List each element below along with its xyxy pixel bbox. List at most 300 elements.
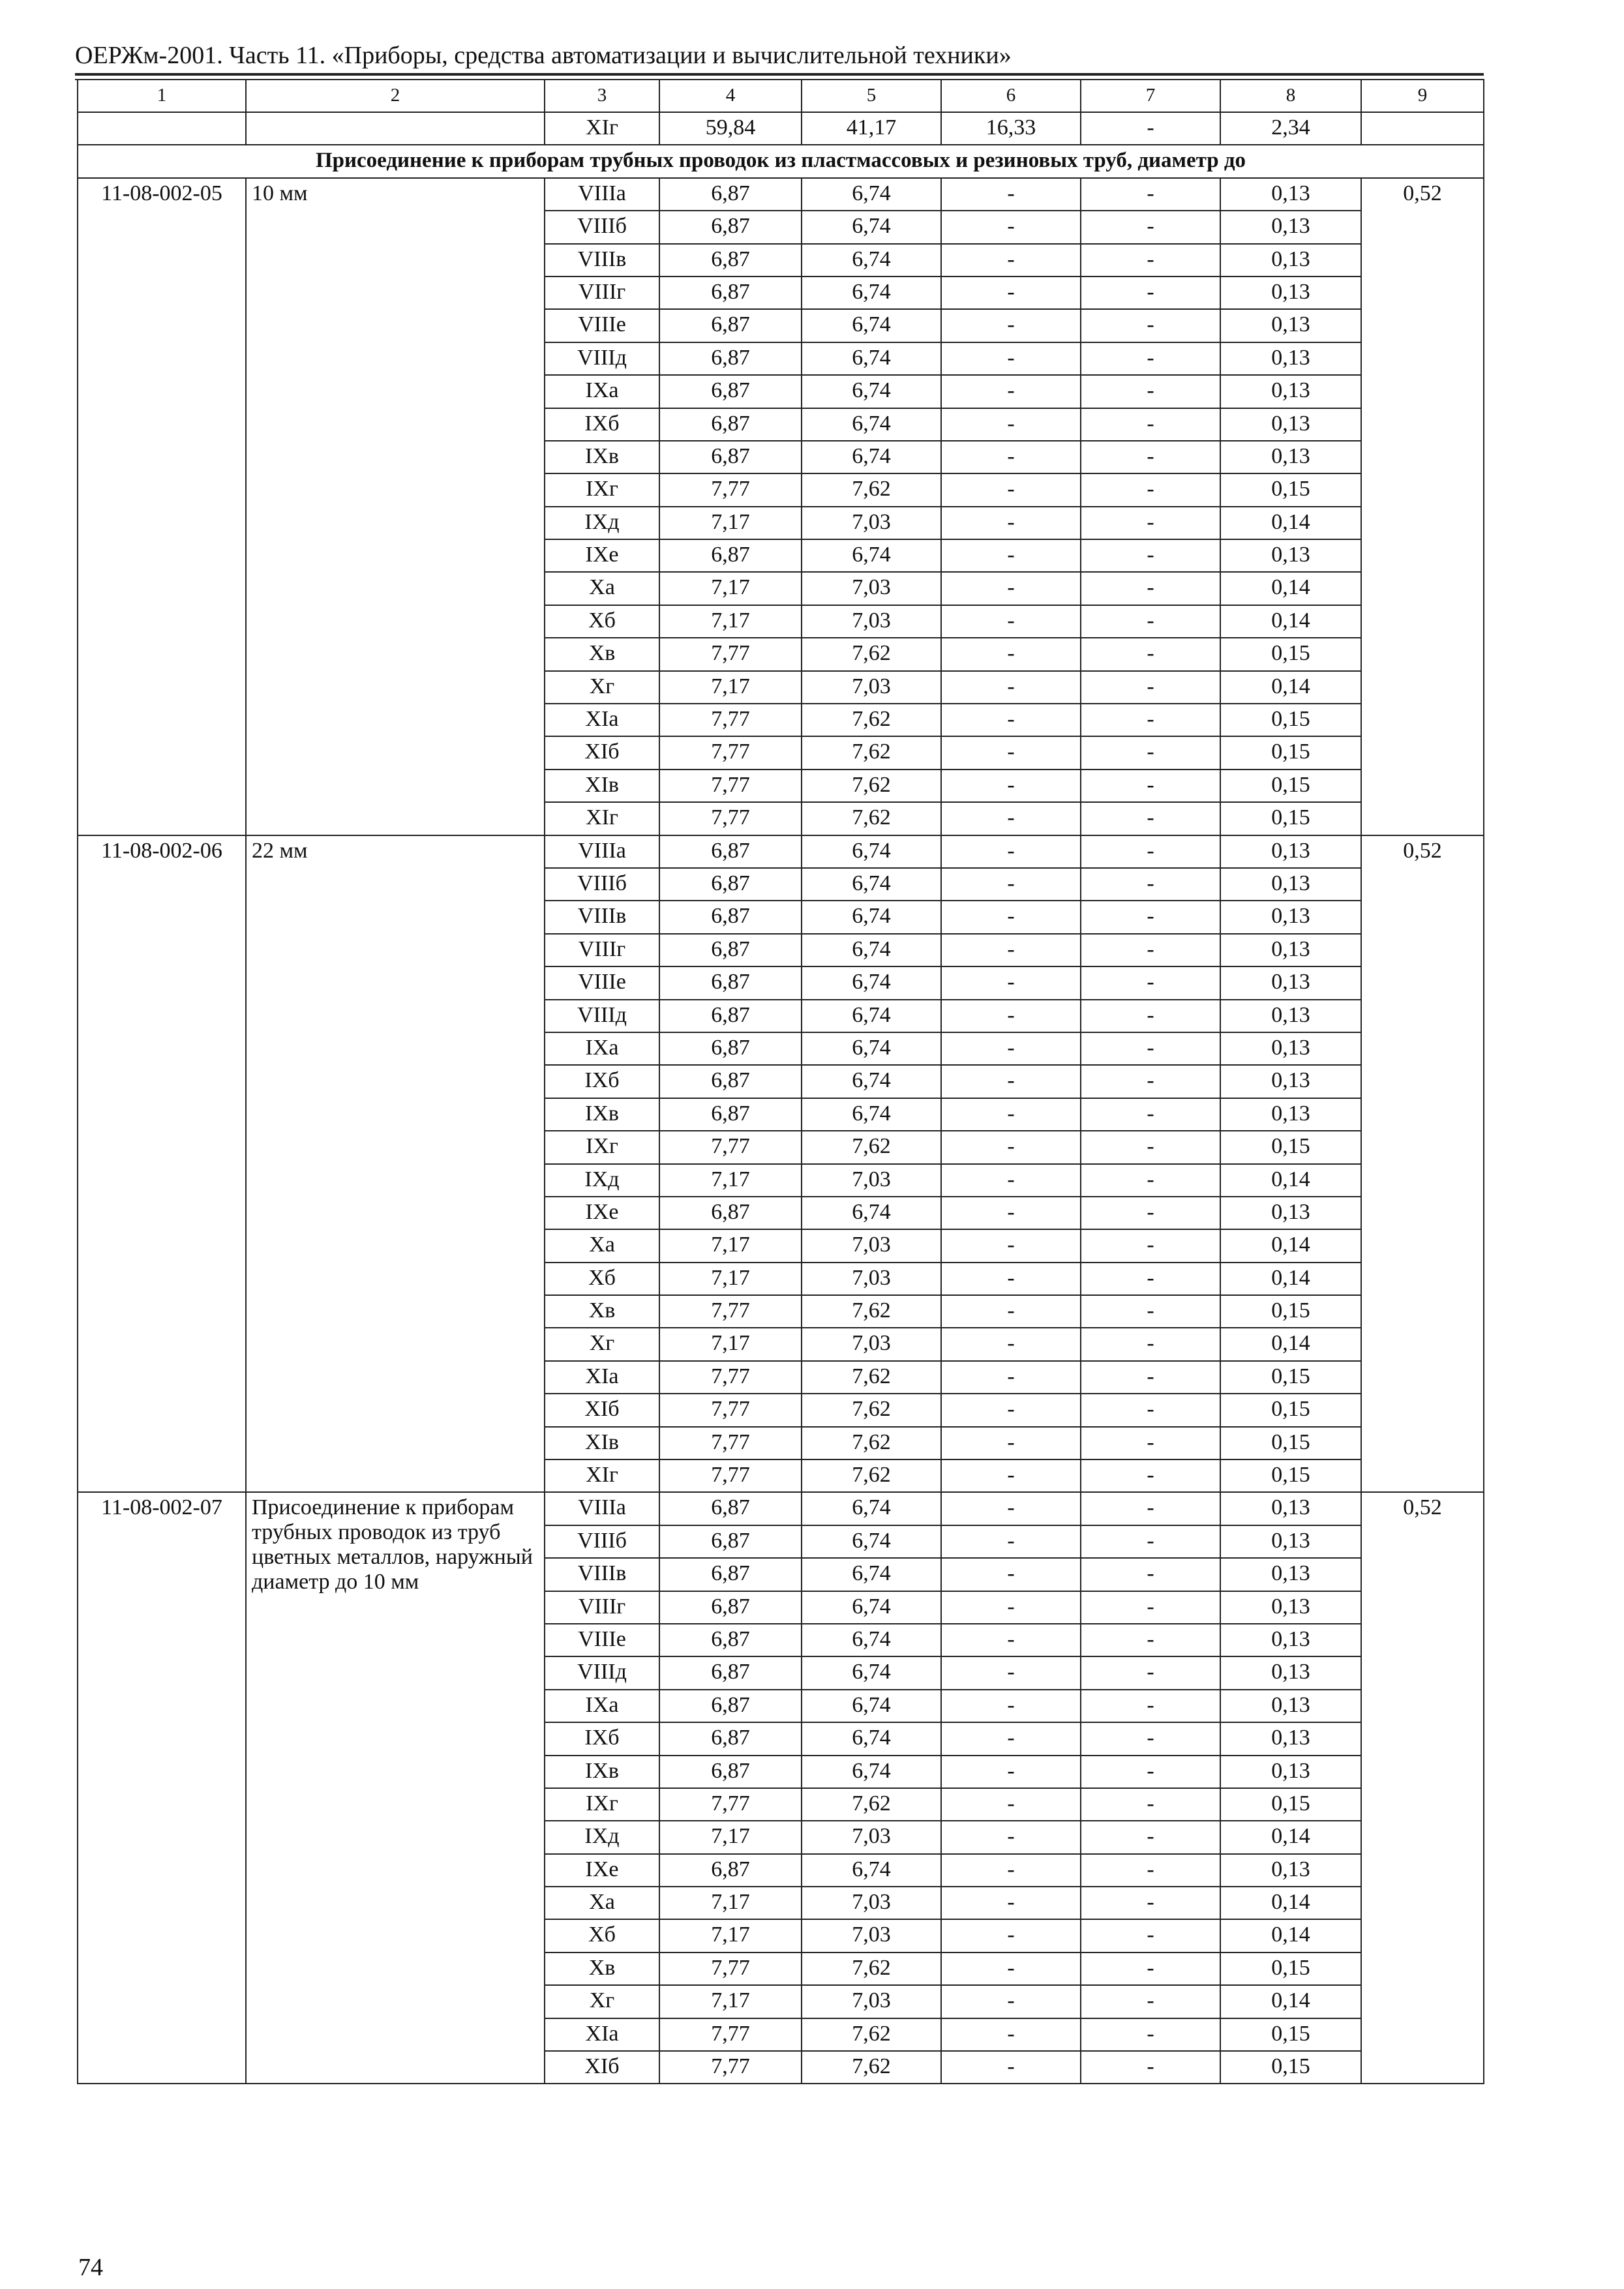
- value-cell: 6,74: [802, 1722, 941, 1755]
- value-cell: -: [1081, 1591, 1220, 1624]
- table-cell: -: [1081, 112, 1220, 145]
- value-cell: 6,87: [659, 868, 802, 901]
- zone-cell: VIIIa: [545, 835, 659, 868]
- value-cell: 0,13: [1220, 966, 1361, 999]
- value-cell: -: [1081, 1131, 1220, 1163]
- value-cell: 6,74: [802, 835, 941, 868]
- value-cell: 7,77: [659, 2018, 802, 2051]
- value-cell: -: [1081, 1722, 1220, 1755]
- rate-description-cell: [246, 835, 545, 1493]
- value-cell: -: [1081, 2051, 1220, 2084]
- value-cell: 0,14: [1220, 1887, 1361, 1919]
- zone-cell: IXд: [545, 1821, 659, 1853]
- value-cell: 0,13: [1220, 539, 1361, 572]
- value-cell: 0,13: [1220, 1492, 1361, 1525]
- value-cell: 0,13: [1220, 1656, 1361, 1689]
- value-cell: 7,03: [802, 1164, 941, 1197]
- value-cell: 6,87: [659, 1000, 802, 1032]
- value-cell: 0,15: [1220, 1295, 1361, 1328]
- value-cell: 6,87: [659, 1525, 802, 1558]
- value-cell: 0,15: [1220, 770, 1361, 802]
- value-cell: -: [941, 1985, 1081, 2018]
- value-cell: -: [1081, 1459, 1220, 1492]
- value-cell: 7,03: [802, 1887, 941, 1919]
- value-cell: 6,74: [802, 1492, 941, 1525]
- value-cell: 7,62: [802, 802, 941, 835]
- zone-cell: Xa: [545, 1887, 659, 1919]
- value-cell: 0,15: [1220, 473, 1361, 506]
- value-cell: -: [1081, 1887, 1220, 1919]
- value-cell: 7,17: [659, 1887, 802, 1919]
- value-cell: 7,03: [802, 605, 941, 638]
- value-cell: -: [941, 1722, 1081, 1755]
- value-cell: -: [1081, 1492, 1220, 1525]
- value-cell: -: [941, 473, 1081, 506]
- value-cell: -: [1081, 1854, 1220, 1887]
- value-cell: 0,15: [1220, 1459, 1361, 1492]
- value-cell: 6,87: [659, 539, 802, 572]
- column-number: 9: [1361, 80, 1484, 112]
- zone-cell: VIIIд: [545, 1000, 659, 1032]
- value-cell: -: [941, 1263, 1081, 1295]
- value-cell: -: [1081, 1229, 1220, 1262]
- value-cell: -: [941, 1591, 1081, 1624]
- value-cell: 7,77: [659, 704, 802, 736]
- value-cell: 7,17: [659, 1229, 802, 1262]
- zone-cell: IXe: [545, 1197, 659, 1229]
- value-cell: 6,87: [659, 178, 802, 211]
- value-cell: 6,87: [659, 1854, 802, 1887]
- value-cell: -: [941, 934, 1081, 966]
- value-cell: 0,15: [1220, 802, 1361, 835]
- value-cell: -: [941, 572, 1081, 605]
- value-cell: 6,87: [659, 211, 802, 243]
- value-cell: 7,03: [802, 671, 941, 704]
- value-cell: 7,17: [659, 1821, 802, 1853]
- value-cell: -: [1081, 1821, 1220, 1853]
- table-row: [78, 178, 1484, 211]
- value-cell: 0,15: [1220, 704, 1361, 736]
- value-cell: 7,77: [659, 1295, 802, 1328]
- value-cell: 6,87: [659, 1197, 802, 1229]
- value-cell: -: [941, 770, 1081, 802]
- zone-cell: IXг: [545, 473, 659, 506]
- value-cell: -: [1081, 1328, 1220, 1360]
- value-cell: 0,15: [1220, 1361, 1361, 1394]
- value-cell: -: [1081, 638, 1220, 670]
- value-cell: 0,14: [1220, 507, 1361, 539]
- value-cell: 0,14: [1220, 1985, 1361, 2018]
- value-cell: -: [941, 408, 1081, 441]
- value-cell: 6,87: [659, 1032, 802, 1065]
- zone-cell: IXд: [545, 507, 659, 539]
- zone-cell: VIIIб: [545, 868, 659, 901]
- zone-cell: Xг: [545, 1985, 659, 2018]
- value-cell: 6,74: [802, 1690, 941, 1722]
- value-cell: 6,74: [802, 966, 941, 999]
- value-cell: 7,77: [659, 2051, 802, 2084]
- value-cell: 6,74: [802, 1591, 941, 1624]
- zone-cell: IXб: [545, 1065, 659, 1098]
- value-cell: 7,03: [802, 1919, 941, 1952]
- value-cell: 7,62: [802, 2051, 941, 2084]
- column-number: 2: [246, 80, 545, 112]
- value-cell: -: [941, 1427, 1081, 1459]
- value-cell: 0,13: [1220, 901, 1361, 933]
- zone-cell: Xб: [545, 1919, 659, 1952]
- value-cell: -: [941, 671, 1081, 704]
- value-cell: 7,17: [659, 1985, 802, 2018]
- value-cell: 6,87: [659, 375, 802, 408]
- value-cell: 0,15: [1220, 638, 1361, 670]
- value-cell: 0,13: [1220, 934, 1361, 966]
- zone-cell: VIIIг: [545, 934, 659, 966]
- column-number-row: [78, 80, 1484, 112]
- value-cell: 6,74: [802, 375, 941, 408]
- zone-cell: VIIIб: [545, 211, 659, 243]
- value-cell: -: [1081, 1756, 1220, 1788]
- zone-cell: IXa: [545, 1032, 659, 1065]
- value-cell: 6,74: [802, 309, 941, 342]
- value-cell: -: [941, 901, 1081, 933]
- value-cell: -: [941, 1065, 1081, 1098]
- value-cell: 6,87: [659, 1756, 802, 1788]
- value-cell: -: [941, 1000, 1081, 1032]
- value-cell: 7,62: [802, 1131, 941, 1163]
- value-cell: 7,62: [802, 736, 941, 769]
- zone-cell: Xб: [545, 605, 659, 638]
- value-cell: 6,74: [802, 277, 941, 309]
- value-cell: 7,77: [659, 1427, 802, 1459]
- value-cell: 6,74: [802, 1000, 941, 1032]
- value-cell: -: [941, 1229, 1081, 1262]
- zone-cell: XIг: [545, 802, 659, 835]
- value-cell: 0,15: [1220, 1131, 1361, 1163]
- value-cell: 7,17: [659, 605, 802, 638]
- value-cell: -: [1081, 868, 1220, 901]
- value-cell: -: [941, 1032, 1081, 1065]
- zone-cell: XIв: [545, 1427, 659, 1459]
- value-cell: -: [1081, 1263, 1220, 1295]
- value-cell: 6,74: [802, 901, 941, 933]
- rate-description: 22 мм: [252, 838, 308, 863]
- value-cell: 6,74: [802, 1558, 941, 1591]
- value-cell: 0,14: [1220, 1919, 1361, 1952]
- value-cell: -: [1081, 1032, 1220, 1065]
- value-cell: 6,87: [659, 1656, 802, 1689]
- value-cell: 7,62: [802, 473, 941, 506]
- value-cell: 6,74: [802, 1098, 941, 1131]
- continuation-row: [78, 112, 1484, 145]
- value-cell: -: [941, 1197, 1081, 1229]
- value-cell: -: [941, 704, 1081, 736]
- value-cell: -: [1081, 1952, 1220, 1985]
- rate-description: 10 мм: [252, 181, 308, 205]
- value-cell: 0,15: [1220, 1952, 1361, 1985]
- value-cell: -: [1081, 1558, 1220, 1591]
- value-cell: -: [941, 638, 1081, 670]
- value-cell: -: [941, 507, 1081, 539]
- value-cell: 6,74: [802, 342, 941, 375]
- value-cell: -: [1081, 507, 1220, 539]
- document-title: ОЕРЖм-2001. Часть 11. «Приборы, средства автоматизации и вычислительной техники»: [75, 42, 1012, 69]
- zone-cell: VIIIa: [545, 1492, 659, 1525]
- value-cell: -: [1081, 1525, 1220, 1558]
- zone-cell: IXд: [545, 1164, 659, 1197]
- value-cell: 6,74: [802, 1756, 941, 1788]
- value-cell: 6,74: [802, 539, 941, 572]
- zone-cell: Xв: [545, 638, 659, 670]
- value-cell: -: [941, 1887, 1081, 1919]
- zone-cell: VIIIг: [545, 1591, 659, 1624]
- value-cell: 0,13: [1220, 1624, 1361, 1656]
- value-cell: 7,77: [659, 1361, 802, 1394]
- value-cell: 0,13: [1220, 375, 1361, 408]
- value-cell: 6,74: [802, 1197, 941, 1229]
- zone-cell: VIIIд: [545, 342, 659, 375]
- value-cell: -: [1081, 1690, 1220, 1722]
- table-cell: 59,84: [659, 112, 802, 145]
- value-cell: 7,62: [802, 1295, 941, 1328]
- table-cell: 16,33: [941, 112, 1081, 145]
- value-cell: 7,17: [659, 1328, 802, 1360]
- value-cell: 6,87: [659, 408, 802, 441]
- zone-cell: IXв: [545, 441, 659, 473]
- value-cell: 7,62: [802, 1361, 941, 1394]
- value-cell: 0,14: [1220, 1164, 1361, 1197]
- value-cell: -: [941, 736, 1081, 769]
- zone-cell: IXб: [545, 408, 659, 441]
- value-cell: 7,77: [659, 802, 802, 835]
- value-cell: -: [1081, 934, 1220, 966]
- value-cell: -: [1081, 211, 1220, 243]
- zone-cell: IXг: [545, 1131, 659, 1163]
- value-cell: -: [941, 1788, 1081, 1821]
- value-cell: -: [1081, 1919, 1220, 1952]
- rate-description-cell: [246, 178, 545, 835]
- value-cell: 6,74: [802, 868, 941, 901]
- value-cell: 7,03: [802, 1821, 941, 1853]
- value-cell: 0,13: [1220, 1591, 1361, 1624]
- value-cell: 0,14: [1220, 605, 1361, 638]
- zone-cell: VIIIe: [545, 966, 659, 999]
- value-cell: -: [941, 1756, 1081, 1788]
- value-cell: 0,13: [1220, 1098, 1361, 1131]
- value-cell: -: [1081, 309, 1220, 342]
- column-number: 6: [941, 80, 1081, 112]
- zone-cell: XIa: [545, 704, 659, 736]
- value-cell: -: [941, 1821, 1081, 1853]
- table-cell: [246, 112, 545, 145]
- value-cell: 7,03: [802, 1328, 941, 1360]
- zone-cell: XIг: [545, 1459, 659, 1492]
- column9-value: 0,52: [1361, 1492, 1484, 2084]
- value-cell: -: [1081, 704, 1220, 736]
- value-cell: 7,77: [659, 1788, 802, 1821]
- value-cell: -: [941, 1459, 1081, 1492]
- value-cell: 6,74: [802, 1656, 941, 1689]
- value-cell: 7,77: [659, 736, 802, 769]
- value-cell: -: [941, 1690, 1081, 1722]
- value-cell: 7,62: [802, 1459, 941, 1492]
- value-cell: -: [1081, 244, 1220, 277]
- value-cell: 6,87: [659, 1098, 802, 1131]
- value-cell: -: [1081, 408, 1220, 441]
- value-cell: 7,03: [802, 507, 941, 539]
- zone-cell: VIIIв: [545, 1558, 659, 1591]
- value-cell: 6,87: [659, 1492, 802, 1525]
- zone-cell: Xa: [545, 1229, 659, 1262]
- value-cell: -: [941, 1295, 1081, 1328]
- value-cell: 0,13: [1220, 1000, 1361, 1032]
- value-cell: 0,13: [1220, 1722, 1361, 1755]
- value-cell: 7,17: [659, 1263, 802, 1295]
- zone-cell: VIIIб: [545, 1525, 659, 1558]
- value-cell: 7,62: [802, 1788, 941, 1821]
- value-cell: 0,13: [1220, 1197, 1361, 1229]
- value-cell: -: [941, 1525, 1081, 1558]
- zone-cell: VIIIв: [545, 901, 659, 933]
- value-cell: -: [941, 1919, 1081, 1952]
- value-cell: 6,74: [802, 244, 941, 277]
- zone-cell: IXв: [545, 1098, 659, 1131]
- value-cell: 0,15: [1220, 736, 1361, 769]
- value-cell: 6,74: [802, 211, 941, 243]
- value-cell: 6,87: [659, 934, 802, 966]
- value-cell: -: [1081, 178, 1220, 211]
- value-cell: 0,14: [1220, 1229, 1361, 1262]
- value-cell: 0,13: [1220, 1032, 1361, 1065]
- value-cell: -: [1081, 277, 1220, 309]
- value-cell: -: [1081, 473, 1220, 506]
- value-cell: -: [941, 441, 1081, 473]
- value-cell: -: [941, 1361, 1081, 1394]
- value-cell: 0,13: [1220, 1065, 1361, 1098]
- value-cell: 6,87: [659, 441, 802, 473]
- value-cell: -: [1081, 342, 1220, 375]
- value-cell: 7,62: [802, 638, 941, 670]
- value-cell: -: [1081, 1985, 1220, 2018]
- rates-table: [77, 79, 1484, 2084]
- section-title: Присоединение к приборам трубных проводок из пластмассовых и резиновых труб, диаметр до: [78, 145, 1484, 177]
- zone-cell: Xб: [545, 1263, 659, 1295]
- column-number: 5: [802, 80, 941, 112]
- value-cell: 0,14: [1220, 1263, 1361, 1295]
- value-cell: 0,15: [1220, 1788, 1361, 1821]
- zone-cell: VIIIe: [545, 309, 659, 342]
- value-cell: 0,13: [1220, 211, 1361, 243]
- value-cell: 0,13: [1220, 342, 1361, 375]
- rate-code: 11-08-002-07: [78, 1492, 246, 2084]
- zone-cell: IXa: [545, 375, 659, 408]
- table-cell: XIг: [545, 112, 659, 145]
- value-cell: 0,14: [1220, 1328, 1361, 1360]
- value-cell: 6,87: [659, 901, 802, 933]
- value-cell: -: [941, 309, 1081, 342]
- value-cell: -: [1081, 1000, 1220, 1032]
- value-cell: -: [1081, 966, 1220, 999]
- value-cell: 6,74: [802, 1032, 941, 1065]
- value-cell: -: [941, 342, 1081, 375]
- value-cell: -: [1081, 539, 1220, 572]
- value-cell: 7,03: [802, 1985, 941, 2018]
- value-cell: -: [941, 605, 1081, 638]
- value-cell: -: [941, 375, 1081, 408]
- value-cell: 7,17: [659, 1919, 802, 1952]
- zone-cell: XIв: [545, 770, 659, 802]
- value-cell: 6,87: [659, 1065, 802, 1098]
- value-cell: -: [1081, 605, 1220, 638]
- value-cell: 7,03: [802, 572, 941, 605]
- value-cell: -: [941, 1394, 1081, 1426]
- zone-cell: XIa: [545, 2018, 659, 2051]
- value-cell: -: [941, 802, 1081, 835]
- zone-cell: IXг: [545, 1788, 659, 1821]
- zone-cell: XIб: [545, 2051, 659, 2084]
- section-row: [78, 145, 1484, 177]
- value-cell: -: [1081, 835, 1220, 868]
- value-cell: -: [1081, 671, 1220, 704]
- value-cell: -: [941, 1328, 1081, 1360]
- value-cell: -: [941, 1492, 1081, 1525]
- value-cell: -: [941, 868, 1081, 901]
- value-cell: 0,13: [1220, 1756, 1361, 1788]
- value-cell: 6,87: [659, 1624, 802, 1656]
- value-cell: 0,13: [1220, 1854, 1361, 1887]
- value-cell: 6,87: [659, 966, 802, 999]
- header-rule-thick: [75, 73, 1484, 76]
- column-number: 4: [659, 80, 802, 112]
- zone-cell: IXв: [545, 1756, 659, 1788]
- zone-cell: VIIIa: [545, 178, 659, 211]
- document-header: [75, 39, 1484, 80]
- value-cell: -: [1081, 1098, 1220, 1131]
- value-cell: -: [1081, 1164, 1220, 1197]
- value-cell: 7,17: [659, 572, 802, 605]
- value-cell: 0,15: [1220, 1394, 1361, 1426]
- value-cell: 6,87: [659, 1722, 802, 1755]
- value-cell: -: [941, 277, 1081, 309]
- table-cell: 41,17: [802, 112, 941, 145]
- value-cell: 0,13: [1220, 1558, 1361, 1591]
- value-cell: -: [1081, 441, 1220, 473]
- value-cell: 0,13: [1220, 1690, 1361, 1722]
- value-cell: -: [941, 178, 1081, 211]
- value-cell: 6,74: [802, 1065, 941, 1098]
- zone-cell: XIб: [545, 736, 659, 769]
- value-cell: -: [1081, 1065, 1220, 1098]
- zone-cell: IXб: [545, 1722, 659, 1755]
- table-cell: [1361, 112, 1484, 145]
- value-cell: -: [1081, 1361, 1220, 1394]
- value-cell: -: [941, 835, 1081, 868]
- value-cell: 7,77: [659, 770, 802, 802]
- zone-cell: VIIIг: [545, 277, 659, 309]
- value-cell: -: [1081, 375, 1220, 408]
- column-number: 1: [78, 80, 246, 112]
- value-cell: -: [1081, 1427, 1220, 1459]
- zone-cell: XIa: [545, 1361, 659, 1394]
- value-cell: -: [941, 966, 1081, 999]
- value-cell: -: [941, 1164, 1081, 1197]
- table-row: [78, 1492, 1484, 1525]
- zone-cell: VIIIe: [545, 1624, 659, 1656]
- value-cell: 0,13: [1220, 1525, 1361, 1558]
- value-cell: -: [941, 2051, 1081, 2084]
- value-cell: 7,62: [802, 2018, 941, 2051]
- value-cell: 7,03: [802, 1229, 941, 1262]
- table-row: [78, 835, 1484, 868]
